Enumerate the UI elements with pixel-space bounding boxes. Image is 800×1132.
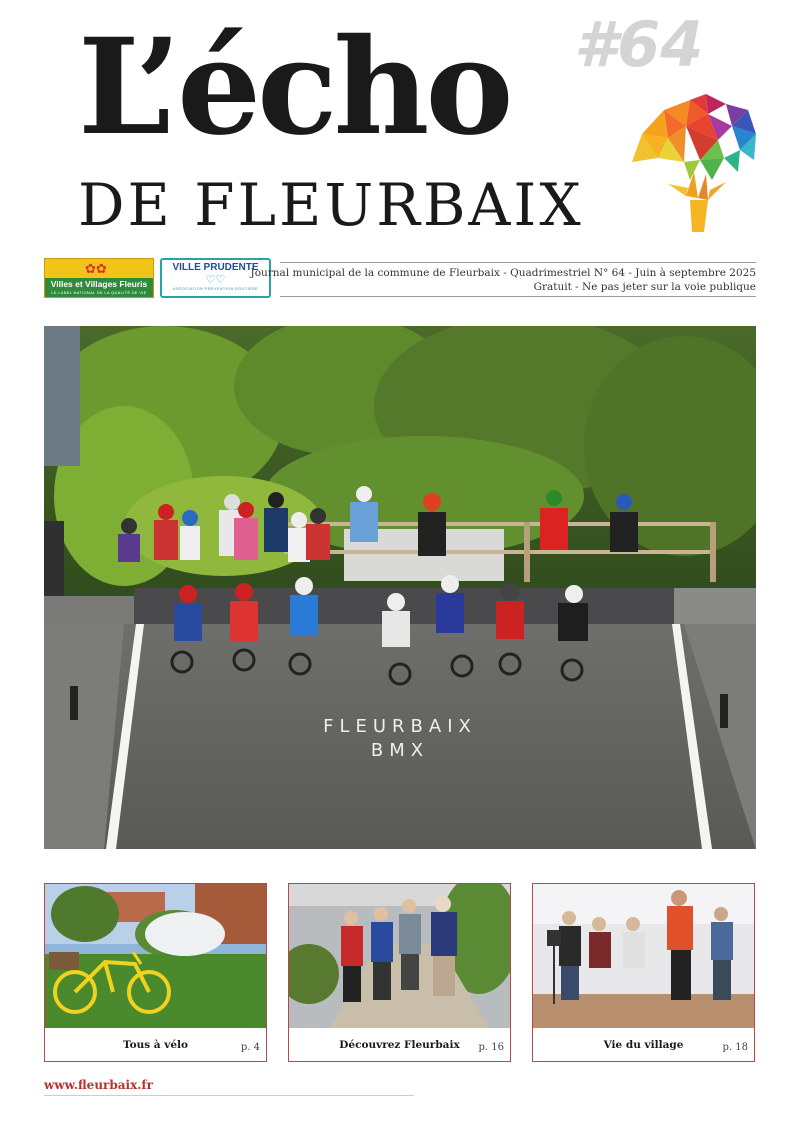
website-link[interactable]: www.fleurbaix.fr bbox=[44, 1078, 153, 1092]
track-text-fleurbaix: FLEURBAIX bbox=[323, 716, 477, 737]
flower-icon: ✿✿ bbox=[85, 262, 107, 277]
thumbnail-caption: Vie du village bbox=[603, 1039, 684, 1051]
page-reference: p. 16 bbox=[478, 1042, 504, 1053]
villes-fleuris-name: Villes et Villages Fleuris bbox=[50, 279, 148, 289]
villes-fleuris-badge bbox=[44, 258, 154, 298]
thumbnail-photo-bike bbox=[45, 884, 266, 1028]
hearts-icon: ♡♡ bbox=[205, 274, 226, 286]
masthead-subtitle: DE FLEURBAIX bbox=[78, 171, 584, 239]
ville-prudente-tagline: ASSOCIATION PRÉVENTION ROUTIÈRE bbox=[172, 286, 259, 291]
page-reference: p. 4 bbox=[240, 1042, 260, 1053]
thumbnail-photo-walkers bbox=[289, 884, 510, 1028]
thumbnail-photo-music bbox=[533, 884, 754, 1028]
page-reference: p. 18 bbox=[722, 1042, 748, 1053]
issue-number: #64 bbox=[574, 8, 704, 81]
thumbnail-vie-du-village[interactable] bbox=[532, 883, 755, 1062]
distribution-notice: Gratuit - Ne pas jeter sur la voie publique bbox=[533, 281, 756, 293]
masthead-title: L’écho bbox=[78, 10, 510, 165]
publication-info-line: Journal municipal de la commune de Fleurbaix - Quadrimestriel N° 64 - Juin à septembre 2025 bbox=[250, 267, 756, 279]
publication-info bbox=[250, 266, 756, 294]
divider bbox=[44, 1095, 414, 1096]
divider bbox=[280, 262, 756, 263]
divider bbox=[280, 296, 756, 297]
thumbnail-caption: Tous à vélo bbox=[122, 1039, 189, 1051]
villes-fleuris-tagline: LE LABEL NATIONAL DE LA QUALITÉ DE VIE bbox=[51, 290, 147, 295]
track-text-bmx: BMX bbox=[370, 740, 430, 761]
thumbnail-caption: Découvrez Fleurbaix bbox=[339, 1039, 460, 1051]
hero-photo-bmx bbox=[44, 326, 756, 849]
ville-prudente-name: VILLE PRUDENTE bbox=[172, 262, 259, 273]
tree-logo-icon bbox=[628, 92, 758, 240]
thumbnail-tous-a-velo[interactable] bbox=[44, 883, 267, 1062]
thumbnail-decouvrez-fleurbaix[interactable] bbox=[288, 883, 511, 1062]
